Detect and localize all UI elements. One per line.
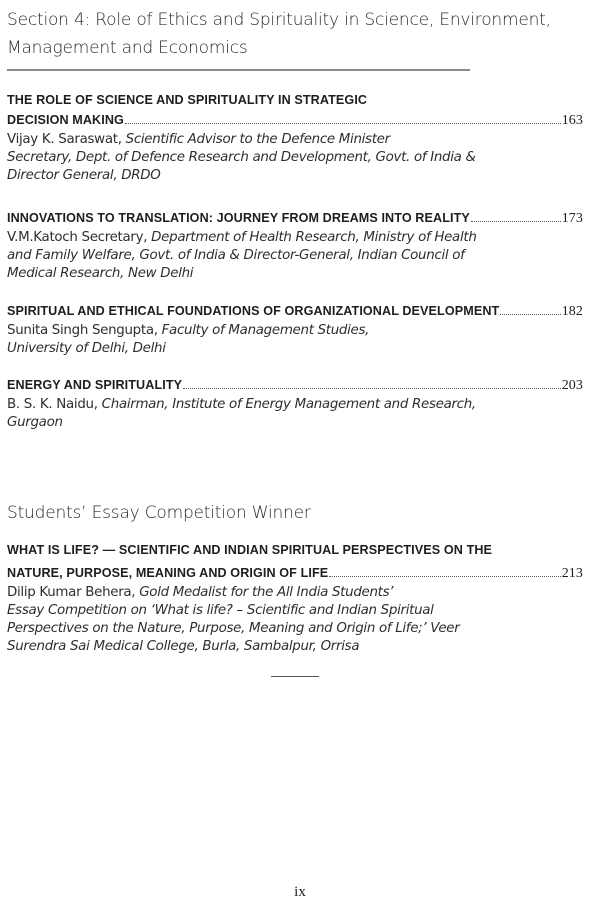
dot-leader [183,388,561,389]
entry-title-text: NATURE, PURPOSE, MEANING AND ORIGIN OF LIFE [7,566,329,580]
dot-leader [471,221,561,222]
author-name: Vijay K. Saraswat, [7,132,122,147]
page-footer-number: ix [294,884,306,900]
entry-title-line: THE ROLE OF SCIENCE AND SPIRITUALITY IN STRATEGIC [7,93,368,107]
end-divider [271,676,319,677]
author-affiliation: Faculty of Management Studies, [161,323,370,338]
author-affiliation: Gurgaon [7,415,63,430]
dot-leader [329,576,560,577]
entry-title-text: INNOVATIONS TO TRANSLATION: JOURNEY FROM DREAMS INTO REALITY [7,211,470,225]
dot-leader [125,123,561,124]
section-divider [7,69,470,71]
entry-title-line: WHAT IS LIFE? — SCIENTIFIC AND INDIAN SPIRITUAL PERSPECTIVES ON THE [7,543,493,557]
author-affiliation: Secretary, Dept. of Defence Research and Development, Govt. of India & [7,150,476,165]
author-affiliation: Essay Competition on ‘What is life? – Scientific and Indian Spiritual [7,603,434,618]
entry-title-line-with-page[interactable] [7,375,583,396]
toc-entry [7,301,583,358]
entry-title-text: SPIRITUAL AND ETHICAL FOUNDATIONS OF ORGANIZATIONAL DEVELOPMENT [7,304,500,318]
entry-author [7,584,583,602]
entry-title-text: DECISION MAKING [7,113,124,127]
entry-title-line-with-page[interactable] [7,301,583,322]
entry-title-line-with-page[interactable] [7,110,583,131]
entry-author [7,229,583,247]
toc-entry [7,208,583,283]
entry-title-text: ENERGY AND SPIRITUALITY [7,378,183,392]
author-affiliation: and Family Welfare, Govt. of India & Director-General, Indian Council of [7,248,465,263]
author-name: V.M.Katoch Secretary, [7,230,148,245]
page-number: 203 [561,378,583,393]
page-number: 163 [561,113,583,128]
entry-author [7,322,583,340]
author-name: Sunita Singh Sengupta, [7,323,158,338]
author-affiliation: Medical Research, New Delhi [7,266,194,281]
entry-author [7,396,583,414]
author-affiliation: Gold Medalist for the All India Students’ [139,585,394,600]
entry-title-line-with-page[interactable] [7,563,583,584]
author-affiliation: Chairman, Institute of Energy Management and Research, [101,397,476,412]
toc-entry [7,375,583,432]
dot-leader [500,314,560,315]
page-number: 213 [561,566,583,581]
author-affiliation: Director General, DRDO [7,168,161,183]
students-section-heading: Students’ Essay Competition Winner [7,503,311,523]
author-affiliation: Scientific Advisor to the Defence Minister [125,132,390,147]
author-name: Dilip Kumar Behera, [7,585,136,600]
page-number: 182 [561,304,583,319]
toc-entry [7,540,583,656]
entry-title-line-with-page[interactable] [7,208,583,229]
author-affiliation: Perspectives on the Nature, Purpose, Meaning and Origin of Life;’ Veer [7,621,460,636]
entry-author [7,131,583,149]
author-affiliation: Surendra Sai Medical College, Burla, Sambalpur, Orrisa [7,639,360,654]
author-affiliation: Department of Health Research, Ministry of Health [151,230,477,245]
section-title: Section 4: Role of Ethics and Spirituality in Science, Environment, Management and Economics [7,10,551,58]
page-number: 173 [561,211,583,226]
author-name: B. S. K. Naidu, [7,397,98,412]
toc-entry [7,90,583,185]
author-affiliation: University of Delhi, Delhi [7,341,166,356]
